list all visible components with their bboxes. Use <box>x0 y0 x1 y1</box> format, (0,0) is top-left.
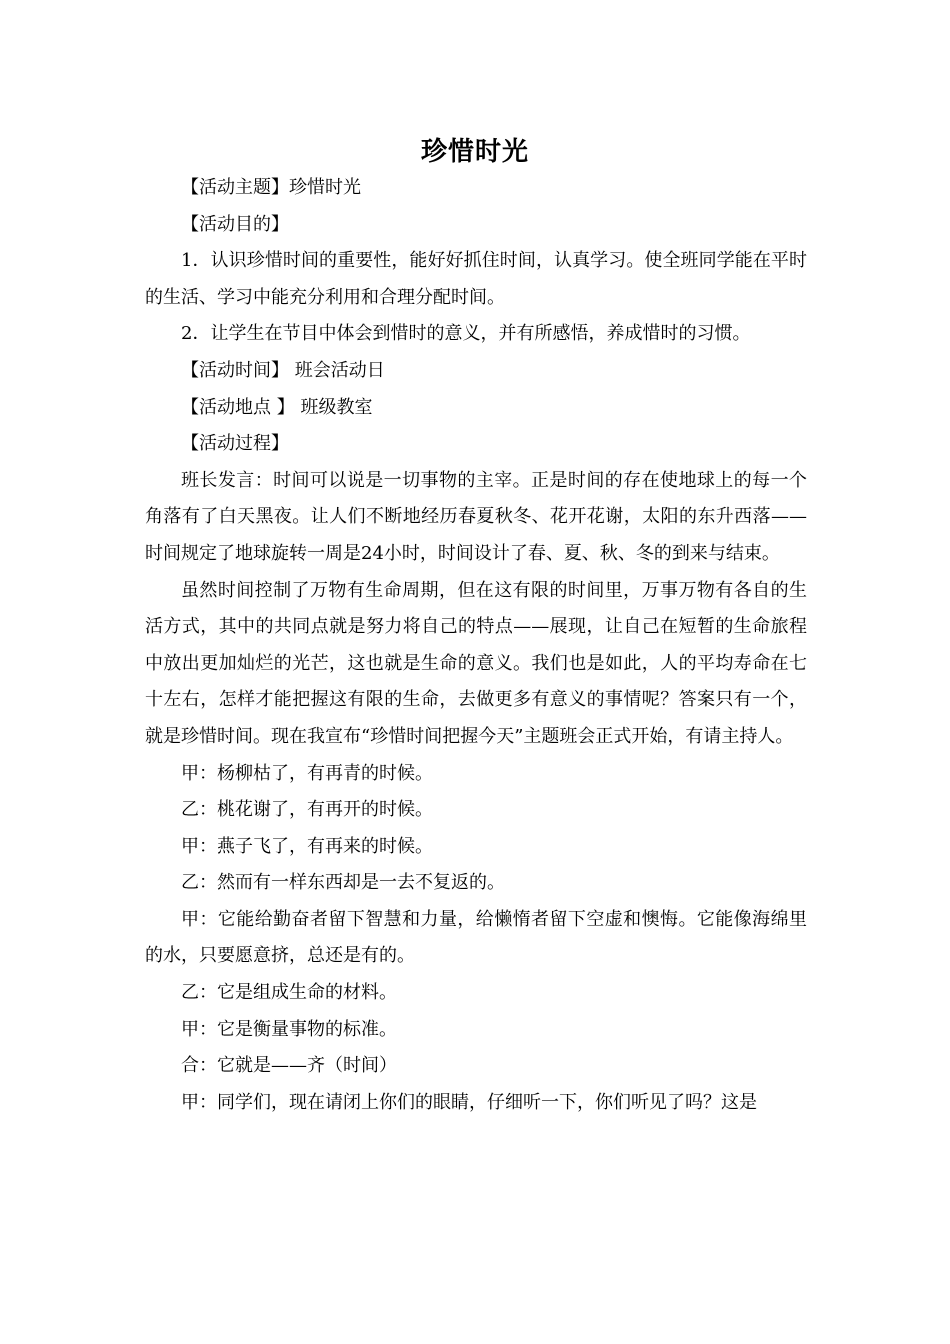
paragraph-dialogue: 合：它就是——齐（时间） <box>181 1055 397 1077</box>
paragraph-activity-purpose-heading: 【活动目的】 <box>181 213 289 235</box>
paragraph-dialogue: 甲：它能给勤奋者留下智慧和力量，给懒惰者留下空虚和懊悔。它能像海绵里的水，只要愿意挤，总还是有的。 <box>145 908 807 967</box>
paragraph-purpose-1: 1．认识珍惜时间的重要性，能好好抓住时间，认真学习。使全班同学能在平时的生活、学习中能充分利用和合理分配时间。 <box>145 250 807 308</box>
paragraph-life-meaning: 虽然时间控制了万物有生命周期，但在这有限的时间里，万事万物有各自的生活方式，其中的共同点就是努力将自己的特点——展现，让自己在短暂的生命旅程中放出更加灿烂的光芒，这也就是生命的意义。我们也是如此，人的平均寿命在七十左右，怎样才能把握这有限的生命，去做更多有意义的事情呢？答案只有一个，就是珍惜时间。现在我宣布“珍惜时间把握今天”主题班会正式开始，有请主持人。 <box>145 579 807 747</box>
paragraph-purpose-2: 2．让学生在节目中体会到惜时的意义，并有所感悟，养成惜时的习惯。 <box>181 323 751 345</box>
document-body <box>145 170 807 1121</box>
paragraph-dialogue: 甲：燕子飞了，有再来的时候。 <box>181 835 433 857</box>
paragraph-dialogue: 甲：杨柳枯了，有再青的时候。 <box>181 762 433 784</box>
paragraph-activity-theme: 【活动主题】珍惜时光 <box>181 177 361 198</box>
paragraph-activity-process-heading: 【活动过程】 <box>181 433 289 455</box>
paragraph-monitor-speech: 班长发言：时间可以说是一切事物的主宰。正是时间的存在使地球上的每一个角落有了白天黑夜。让人们不断地经历春夏秋冬、花开花谢，太阳的东升西落——时间规定了地球旋转一周是24小时，时间设计了春、夏、秋、冬的到来与结束。 <box>145 469 807 564</box>
paragraph-dialogue: 乙：然而有一样东西却是一去不复返的。 <box>181 872 505 894</box>
paragraph-dialogue: 甲：同学们，现在请闭上你们的眼睛，仔细听一下，你们听见了吗？这是 <box>181 1091 757 1113</box>
document-title: 珍惜时光 <box>420 137 529 167</box>
paragraph-dialogue: 甲：它是衡量事物的标准。 <box>181 1018 397 1040</box>
paragraph-activity-location: 【活动地点 】 班级教室 <box>181 396 373 418</box>
paragraph-activity-time: 【活动时间】 班会活动日 <box>181 359 385 381</box>
paragraph-dialogue: 乙：桃花谢了，有再开的时候。 <box>181 799 433 821</box>
paragraph-dialogue: 乙：它是组成生命的材料。 <box>181 982 397 1004</box>
